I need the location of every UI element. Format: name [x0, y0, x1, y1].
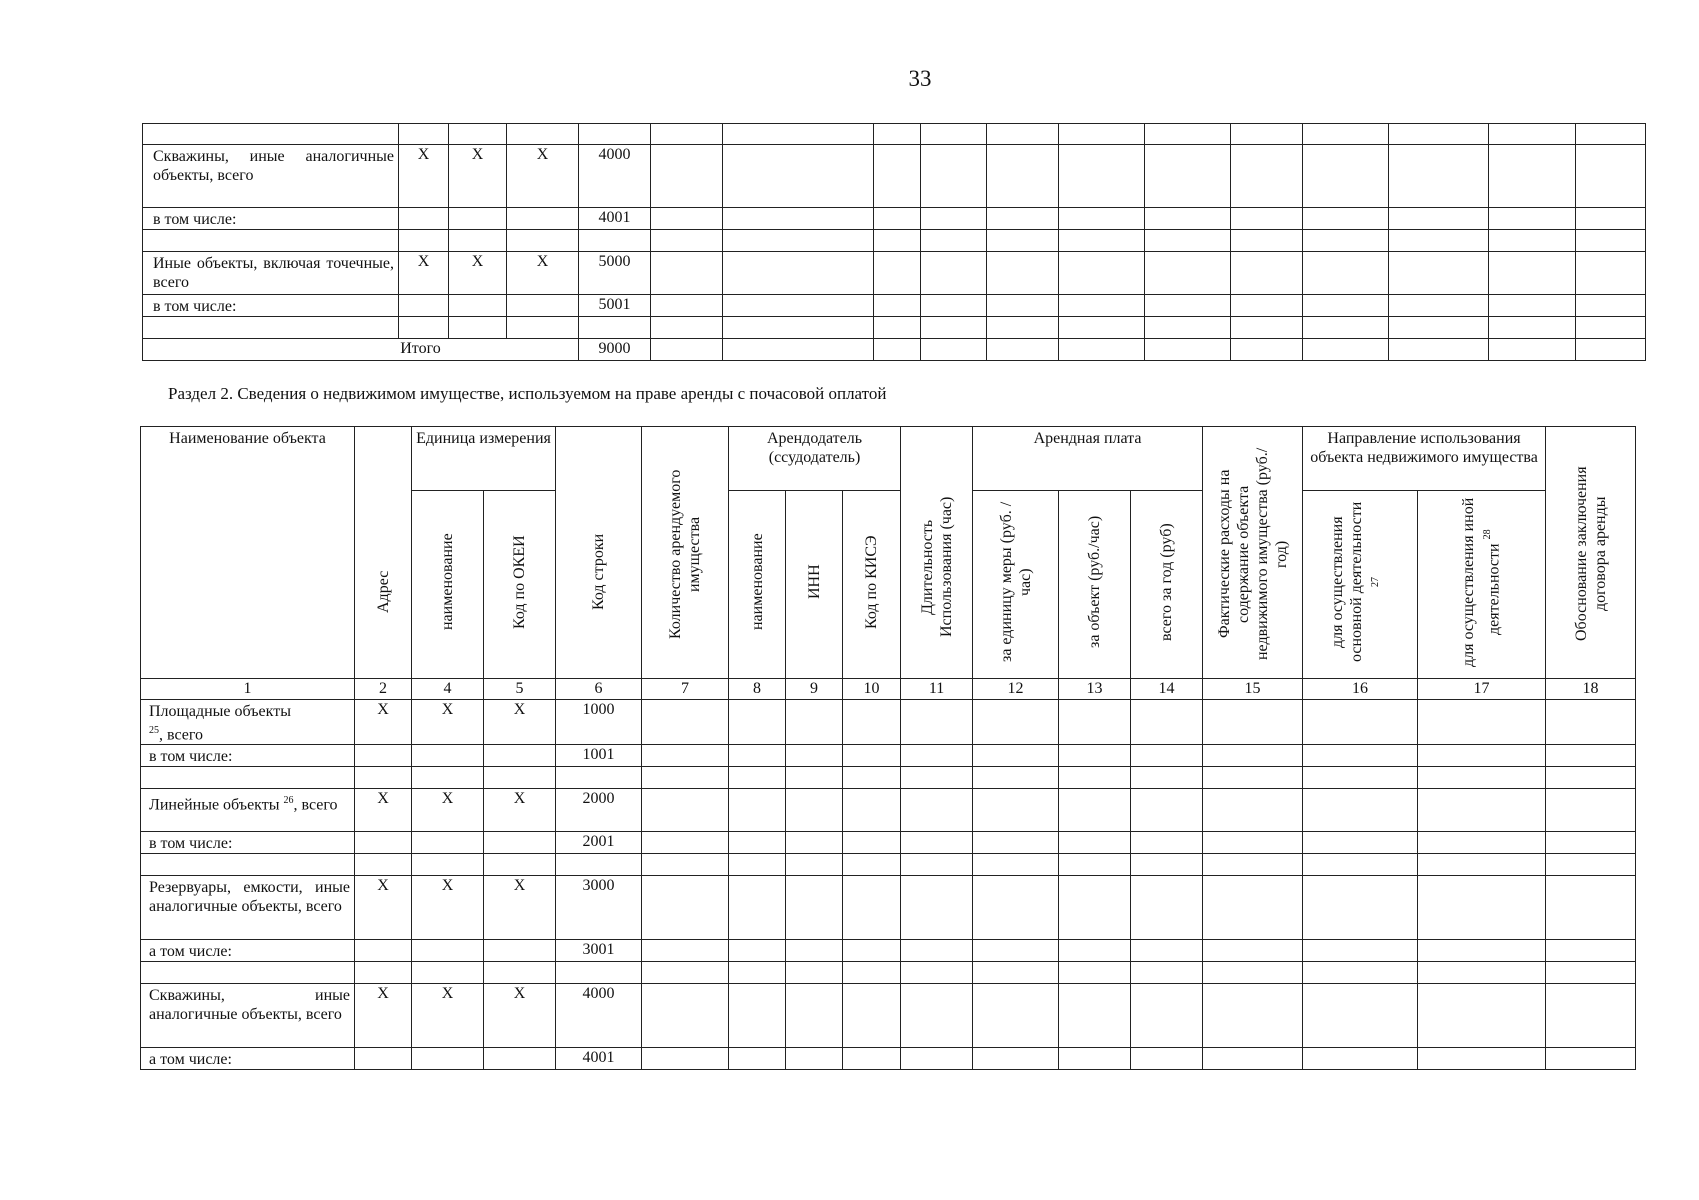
header-unit-group: Единица измерения — [412, 427, 556, 491]
row-code: 1000 — [556, 700, 642, 745]
row-name: Линейные объекты $^{26}$, всего — [141, 789, 355, 832]
table-row — [141, 832, 1636, 854]
header-address — [355, 427, 412, 679]
x-mark: X — [507, 145, 579, 208]
col-number: 9 — [786, 679, 843, 700]
table-row — [141, 854, 1636, 876]
header-rent-object — [1059, 491, 1131, 679]
table-row — [143, 295, 1646, 317]
header-quantity — [642, 427, 729, 679]
x-mark: X — [412, 789, 484, 832]
header-lessor-group: Арендодатель (ссудодатель) — [729, 427, 901, 491]
footnote-28: 28 — [1482, 529, 1494, 540]
table-row — [143, 124, 1646, 145]
x-mark: X — [399, 252, 449, 295]
table-row — [143, 230, 1646, 252]
x-mark: X — [399, 145, 449, 208]
row-code: 4001 — [579, 208, 651, 230]
row-name: а том числе: — [141, 940, 355, 962]
header-dir-main-text: для осуществления основной деятельности $^{27}$ — [1329, 501, 1382, 663]
table-row — [143, 317, 1646, 339]
total-code: 9000 — [579, 339, 651, 361]
section2-table — [140, 426, 1636, 1070]
x-mark: X — [449, 145, 507, 208]
col-number: 18 — [1546, 679, 1636, 700]
col-number: 7 — [642, 679, 729, 700]
table-row — [141, 962, 1636, 984]
x-mark: X — [412, 700, 484, 745]
col-number: 13 — [1059, 679, 1131, 700]
row-code: 4001 — [556, 1048, 642, 1070]
row-name: Скважины, иные аналогичные объекты, всего — [143, 145, 399, 208]
x-mark: X — [484, 789, 556, 832]
total-label: Итого — [143, 339, 579, 361]
table-row — [141, 767, 1636, 789]
row-code: 4000 — [556, 984, 642, 1048]
header-duration — [901, 427, 973, 679]
table-row — [143, 252, 1646, 295]
col-number: 10 — [843, 679, 901, 700]
header-lessor-kise-text: Код по КИСЭ — [863, 535, 881, 629]
header-lessor-kise — [843, 491, 901, 679]
row-name: Площадные объекты $^{25}$, всего — [141, 700, 355, 745]
header-name: Наименование объекта — [141, 427, 355, 679]
header-unit-okei-text: Код по ОКЕИ — [511, 535, 528, 629]
total-row — [143, 339, 1646, 361]
x-mark: X — [412, 876, 484, 940]
table-row — [143, 208, 1646, 230]
row-name: а том числе: — [141, 1048, 355, 1070]
header-rent-unit — [973, 491, 1059, 679]
header-actual-costs — [1203, 427, 1303, 679]
col-number: 11 — [901, 679, 973, 700]
col-number: 15 — [1203, 679, 1303, 700]
x-mark: X — [507, 252, 579, 295]
header-row-code-text: Код строки — [590, 533, 608, 611]
row-name: в том числе: — [141, 832, 355, 854]
header-dir-other-text: для осуществления иной деятельности $^{28}$ — [1460, 497, 1503, 667]
row-name: в том числе: — [141, 745, 355, 767]
section1-body — [143, 124, 1646, 361]
header-rent-object-text: за объект (руб./час) — [1086, 515, 1104, 649]
header-unit-okei — [484, 491, 556, 679]
row-code: 2000 — [556, 789, 642, 832]
section1-table-continuation — [142, 123, 1646, 361]
table-row — [141, 940, 1636, 962]
table-row — [141, 984, 1636, 1048]
header-unit-name-text: наименование — [439, 533, 456, 631]
section2-header — [141, 427, 1636, 700]
x-mark: X — [355, 700, 412, 745]
header-row-code — [556, 427, 642, 679]
row-code: 1001 — [556, 745, 642, 767]
row-code: 3000 — [556, 876, 642, 940]
footnote-27: 27 — [1370, 577, 1382, 587]
header-actual-costs-text: Фактические расходы на содержание объекта недвижимого имущества (руб./год) — [1215, 447, 1290, 661]
x-mark: X — [355, 789, 412, 832]
header-dir-other — [1418, 491, 1546, 679]
row-name: в том числе: — [143, 208, 399, 230]
row-name: в том числе: — [143, 295, 399, 317]
row-name: Резервуары, емкости, иные аналогичные объекты, всего — [141, 876, 355, 940]
header-justification-text: Обоснование заключения договора аренды — [1572, 466, 1609, 642]
table-row — [141, 1048, 1636, 1070]
col-number: 17 — [1418, 679, 1546, 700]
header-lessor-name-text: наименование — [748, 533, 766, 631]
page-number: 33 — [908, 66, 932, 91]
row-code: 5000 — [579, 252, 651, 295]
table-row — [141, 745, 1636, 767]
header-address-text: Адрес — [374, 570, 392, 614]
header-lessor-inn — [786, 491, 843, 679]
column-numbers-row — [141, 679, 1636, 700]
col-number: 12 — [973, 679, 1059, 700]
col-number: 6 — [556, 679, 642, 700]
header-lessor-inn-text: ИНН — [805, 564, 823, 600]
x-mark: X — [355, 876, 412, 940]
x-mark: X — [484, 984, 556, 1048]
x-mark: X — [484, 876, 556, 940]
header-direction-group: Направление использования объекта недвижимого имущества — [1303, 427, 1546, 491]
table-row — [141, 789, 1636, 832]
section2-title: Раздел 2. Сведения о недвижимом имуществе, используемом на праве аренды с почасовой оплатой — [168, 384, 887, 403]
col-number: 16 — [1303, 679, 1418, 700]
row-name: Иные объекты, включая точечные, всего — [143, 252, 399, 295]
col-number: 5 — [484, 679, 556, 700]
header-duration-text: Длительность Использования (час) — [918, 496, 955, 638]
x-mark: X — [412, 984, 484, 1048]
row-code: 4000 — [579, 145, 651, 208]
table-row — [141, 876, 1636, 940]
x-mark: X — [449, 252, 507, 295]
x-mark: X — [355, 984, 412, 1048]
header-lessor-name — [729, 491, 786, 679]
header-justification — [1546, 427, 1636, 679]
col-number: 4 — [412, 679, 484, 700]
col-number: 14 — [1131, 679, 1203, 700]
row-name: Скважины, иные аналогичные объекты, всего — [141, 984, 355, 1048]
table-row — [143, 145, 1646, 208]
x-mark: X — [484, 700, 556, 745]
section2-body — [141, 700, 1636, 1070]
header-unit-name — [412, 491, 484, 679]
header-quantity-text: Количество арендуемого имущества — [667, 469, 704, 639]
row-code: 3001 — [556, 940, 642, 962]
row-code: 2001 — [556, 832, 642, 854]
header-rent-year — [1131, 491, 1203, 679]
col-number: 1 — [141, 679, 355, 700]
header-rent-group: Арендная плата — [973, 427, 1203, 491]
header-rent-unit-text: за единицу меры (руб. /час) — [997, 501, 1034, 663]
col-number: 8 — [729, 679, 786, 700]
header-rent-year-text: всего за год (руб) — [1158, 523, 1176, 641]
row-code: 5001 — [579, 295, 651, 317]
table-row — [141, 700, 1636, 745]
col-number: 2 — [355, 679, 412, 700]
header-dir-main — [1303, 491, 1418, 679]
